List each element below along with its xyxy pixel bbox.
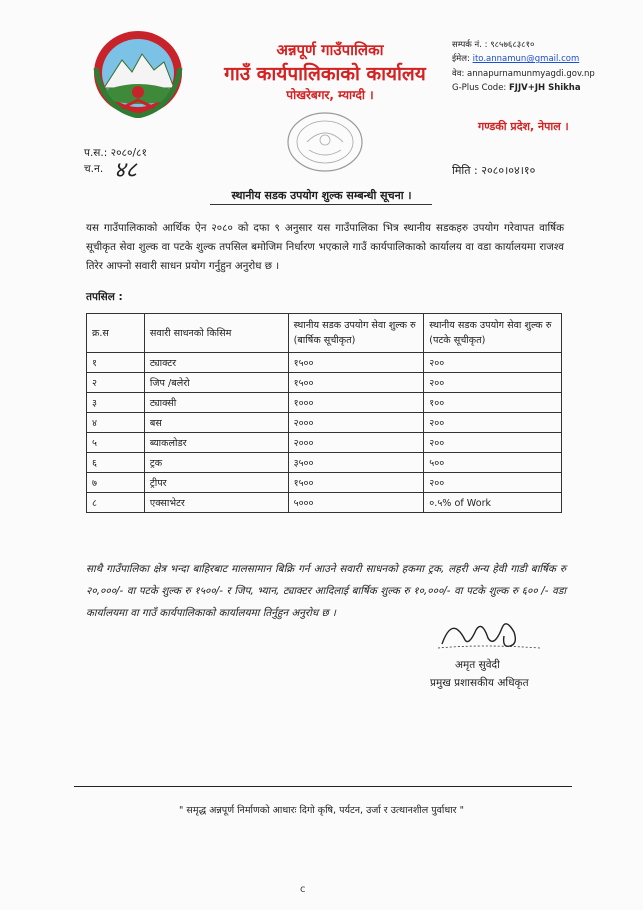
cell-trip-fee: २०० bbox=[424, 353, 562, 373]
municipality-name: अन्नपूर्ण गाउँपालिका bbox=[276, 41, 384, 59]
header-serial: क्र.स bbox=[87, 314, 145, 353]
cell-trip-fee: २०० bbox=[424, 373, 562, 393]
cell-annual-fee: १५०० bbox=[288, 473, 424, 493]
province-name: गण्डकी प्रदेश, नेपाल । bbox=[478, 120, 569, 133]
cell-annual-fee: ३५०० bbox=[288, 453, 424, 473]
table-row bbox=[87, 493, 562, 513]
subject-underline bbox=[210, 204, 432, 205]
cell-trip-fee: ०.५% of Work bbox=[424, 493, 562, 513]
cell-serial: ६ bbox=[87, 453, 145, 473]
notice-subject: स्थानीय सडक उपयोग शुल्क सम्बन्धी सूचना । bbox=[231, 189, 412, 202]
handwritten-signature bbox=[432, 608, 542, 656]
table-row bbox=[87, 453, 562, 473]
cell-serial: २ bbox=[87, 373, 145, 393]
header-trip-fee: स्थानीय सडक उपयोग सेवा शुल्क रु (पटके सूचीकृत) bbox=[424, 314, 562, 353]
contact-phone bbox=[452, 39, 534, 50]
office-name: गाउँ कार्यपालिकाको कार्यालय bbox=[224, 63, 426, 85]
cell-serial: ७ bbox=[87, 473, 145, 493]
cell-serial: ४ bbox=[87, 413, 145, 433]
cell-vehicle: बस bbox=[144, 413, 288, 433]
footer-divider bbox=[74, 786, 572, 787]
cell-trip-fee: २०० bbox=[424, 413, 562, 433]
cell-vehicle: ट्याक्टर bbox=[144, 353, 288, 373]
contact-email bbox=[452, 53, 579, 64]
table-row bbox=[87, 413, 562, 433]
header-vehicle-type: सवारी साधनको किसिम bbox=[144, 314, 288, 353]
cell-trip-fee: ५०० bbox=[424, 453, 562, 473]
phone-value: ९८५७६८३८१० bbox=[490, 40, 535, 50]
email-label: ईमेल: bbox=[452, 54, 470, 64]
signatory-name: अमृत सुवेदी bbox=[455, 659, 500, 671]
table-row bbox=[87, 433, 562, 453]
contact-web bbox=[452, 68, 595, 79]
cell-annual-fee: २००० bbox=[288, 433, 424, 453]
cell-serial: १ bbox=[87, 353, 145, 373]
gplus-label: G-Plus Code: bbox=[452, 83, 507, 93]
gplus-value: FJJV+JH Shikha bbox=[509, 83, 581, 93]
dispatch-number-label: च.न. bbox=[84, 163, 104, 175]
cell-annual-fee: १५०० bbox=[288, 373, 424, 393]
table-header-row bbox=[87, 314, 562, 353]
web-value: annapurnamunmyagdi.gov.np bbox=[467, 69, 595, 79]
notice-date: मिति : २०८०।०४।१० bbox=[452, 164, 536, 177]
cell-serial: ३ bbox=[87, 393, 145, 413]
office-address: पोखरेबगर, म्याग्दी । bbox=[286, 88, 374, 102]
cell-vehicle: ब्याकलोडर bbox=[144, 433, 288, 453]
cell-vehicle: ट्रीपर bbox=[144, 473, 288, 493]
dispatch-number-handwritten: ४८ bbox=[114, 158, 137, 183]
cell-serial: ५ bbox=[87, 433, 145, 453]
cell-annual-fee: २००० bbox=[288, 413, 424, 433]
cell-vehicle: एक्साभेटर bbox=[144, 493, 288, 513]
notice-body-paragraph: यस गाउँपालिकाको आर्थिक ऐन २०८० को दफा ९ अनुसार यस गाउँपालिका भित्र स्थानीय सडकहरु उपयोग गरेवापत वार्षिक सूचीकृत सेवा शुल्क वा पटके शुल्क तपसिल बमोजिम निर्धारण भएकाले गाउँ कार्यपालिकाको कार्यालय वा वडा कार्यालयमा राजश्व तिरेर आफ्नो सवारी साधन प्रयोग गर्नुहुन अनुरोध छ । bbox=[86, 222, 564, 272]
cell-serial: ८ bbox=[87, 493, 145, 513]
web-label: वेव: bbox=[452, 69, 465, 79]
cell-vehicle: ट्रक bbox=[144, 453, 288, 473]
table-row bbox=[87, 393, 562, 413]
fee-table bbox=[86, 313, 562, 513]
email-link[interactable]: ito.annamun@gmail.com bbox=[472, 54, 580, 64]
footer-slogan: " समृद्ध अन्नपूर्ण निर्माणको आधारः दिगो कृषि, पर्यटन, उर्जा र उत्थानशील पुर्वाधार " bbox=[179, 805, 464, 816]
cell-trip-fee: २०० bbox=[424, 473, 562, 493]
table-row bbox=[87, 473, 562, 493]
cell-vehicle: ट्याक्सी bbox=[144, 393, 288, 413]
details-label: तपसिल : bbox=[86, 291, 123, 303]
table-row bbox=[87, 353, 562, 373]
bottom-mark: c bbox=[300, 884, 306, 895]
signatory-title: प्रमुख प्रशासकीय अधिकृत bbox=[430, 677, 529, 689]
phone-label: सम्पर्क नं. : bbox=[452, 40, 488, 50]
contact-gplus bbox=[452, 83, 581, 93]
cell-annual-fee: १५०० bbox=[288, 353, 424, 373]
nepal-emblem-logo bbox=[92, 28, 184, 118]
header-annual-fee: स्थानीय सडक उपयोग सेवा शुल्क रु (बार्षिक सूचीकृत) bbox=[288, 314, 424, 353]
cell-trip-fee: १०० bbox=[424, 393, 562, 413]
reference-number: प.स.: २०८०/८१ bbox=[84, 147, 147, 159]
cell-vehicle: जिप /बलेरो bbox=[144, 373, 288, 393]
cell-annual-fee: १००० bbox=[288, 393, 424, 413]
additional-notice-paragraph: साथै गाउँपालिका क्षेत्र भन्दा बाहिरबाट मालसामान बिक्रि गर्न आउने सवारी साधनको हकमा ट्रक, लहरी अन्य हेवी गाडी बार्षिक रु २०,०००/- वा पटके शुल्क रु १५००/- र जिप, भ्यान, ट्याक्टर आदिलाई बार्षिक शुल्क रु १०,०००/- वा पटके शुल्क रु ६०० /- वडा कार्यालयमा वा गाउँ कार्यपालिकाको कार्यालयमा तिर्नुहुन अनुरोध छ । bbox=[86, 563, 566, 619]
office-stamp-seal bbox=[285, 110, 365, 174]
cell-annual-fee: ५००० bbox=[288, 493, 424, 513]
cell-trip-fee: २०० bbox=[424, 433, 562, 453]
table-row bbox=[87, 373, 562, 393]
